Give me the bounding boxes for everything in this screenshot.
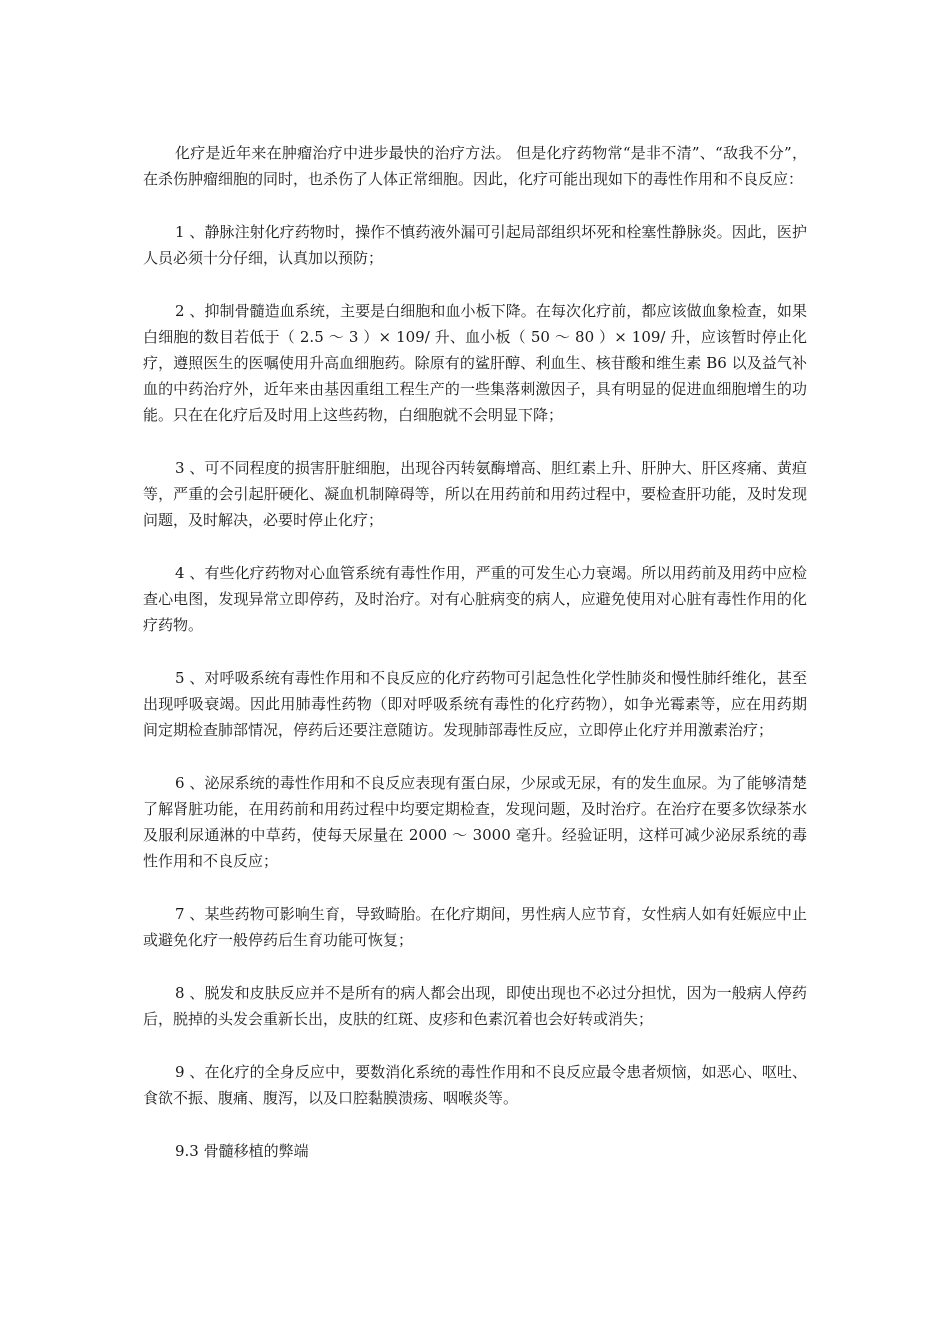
item-7-paragraph: 7 、某些药物可影响生育，导致畸胎。在化疗期间，男性病人应节育，女性病人如有妊娠应中止或避免化疗一般停药后生育功能可恢复； — [143, 905, 807, 949]
item-6-paragraph: 6 、泌尿系统的毒性作用和不良反应表现有蛋白尿，少尿或无尿，有的发生血尿。为了能够清楚了解肾脏功能，在用药前和用药过程中均要定期检查，发现问题，及时治疗。在治疗在要多饮绿茶水及服利尿通淋的中草药，使每天尿量在 2000 ～ 3000 毫升。经验证明，这样可减少泌尿系统的毒性作用和不良反应； — [143, 774, 807, 870]
item-5-paragraph: 5 、对呼吸系统有毒性作用和不良反应的化疗药物可引起急性化学性肺炎和慢性肺纤维化，甚至出现呼吸衰竭。因此用肺毒性药物（即对呼吸系统有毒性的化疗药物），如争光霉素等，应在用药期间定期检查肺部情况，停药后还要注意随访。发现肺部毒性反应，立即停止化疗并用激素治疗； — [143, 669, 807, 739]
document-page — [143, 140, 807, 1164]
section-heading: 9.3 骨髓移植的弊端 — [175, 1142, 309, 1160]
item-8-paragraph: 8 、脱发和皮肤反应并不是所有的病人都会出现，即使出现也不必过分担忧，因为一般病人停药后，脱掉的头发会重新长出，皮肤的红斑、皮疹和色素沉着也会好转或消失； — [143, 984, 807, 1028]
item-9-paragraph: 9 、在化疗的全身反应中，要数消化系统的毒性作用和不良反应最令患者烦恼，如恶心、呕吐、食欲不振、腹痛、腹泻，以及口腔黏膜溃疡、咽喉炎等。 — [143, 1063, 807, 1107]
intro-paragraph: 化疗是近年来在肿瘤治疗中进步最快的治疗方法。 但是化疗药物常“是非不清”、“敌我不分”，在杀伤肿瘤细胞的同时，也杀伤了人体正常细胞。因此，化疗可能出现如下的毒性作用和不良反应： — [143, 144, 807, 188]
item-1-paragraph: 1 、静脉注射化疗药物时，操作不慎药液外漏可引起局部组织坏死和栓塞性静脉炎。因此，医护人员必须十分仔细，认真加以预防； — [143, 223, 807, 267]
item-3-paragraph: 3 、可不同程度的损害肝脏细胞，出现谷丙转氨酶增高、胆红素上升、肝肿大、肝区疼痛、黄疸等，严重的会引起肝硬化、凝血机制障碍等，所以在用药前和用药过程中，要检查肝功能，及时发现问题，及时解决，必要时停止化疗； — [143, 459, 807, 529]
item-2-paragraph: 2 、抑制骨髓造血系统，主要是白细胞和血小板下降。在每次化疗前，都应该做血象检查，如果白细胞的数目若低于（ 2.5 ～ 3 ）× 109/ 升、血小板（ 50 ～ 80 ）× 109/ 升，应该暂时停止化疗，遵照医生的医嘱使用升高血细胞药。除原有的鲨肝醇、利血生、核苷酸和维生素 B6 以及益气补血的中药治疗外，近年来由基因重组工程生产的一些集落刺激因子，具有明显的促进血细胞增生的功能。只在在化疗后及时用上这些药物，白细胞就不会明显下降； — [143, 302, 807, 424]
item-4-paragraph: 4 、有些化疗药物对心血管系统有毒性作用，严重的可发生心力衰竭。所以用药前及用药中应检查心电图，发现异常立即停药，及时治疗。对有心脏病变的病人，应避免使用对心脏有毒性作用的化疗药物。 — [143, 564, 807, 634]
